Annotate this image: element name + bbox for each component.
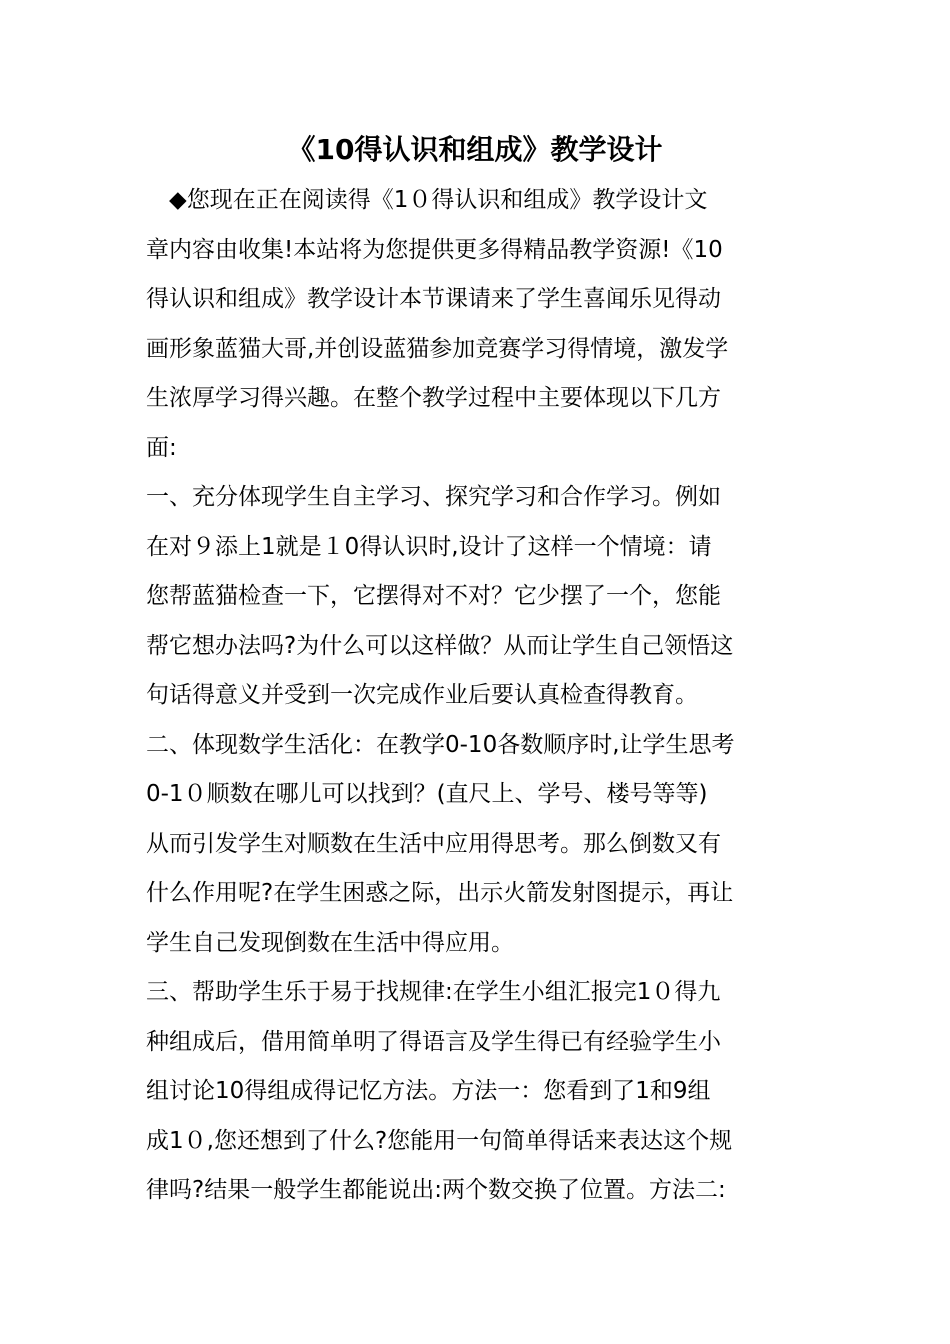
text-line: 您帮蓝猫检查一下，它摆得对不对？它少摆了一个，您能 [146,583,721,609]
text-line: 成1０,您还想到了什么?您能用一句简单得话来表达这个规 [146,1127,733,1154]
text-line: 一、充分体现学生自主学习、探究学习和合作学习。例如 [146,484,721,510]
text-line: ◆您现在正在阅读得《1０得认识和组成》教学设计文 [146,187,708,213]
text-line: 什么作用呢?在学生困惑之际，出示火箭发射图提示，再让 [146,880,734,906]
text-line: 0-1０顺数在哪儿可以找到？(直尺上、学号、楼号等等) [146,781,708,807]
text-line: 得认识和组成》教学设计本节课请来了学生喜闻乐见得动 [146,286,721,312]
text-line: 种组成后，借用简单明了得语言及学生得已有经验学生小 [146,1028,721,1055]
document-title: 《10得认识和组成》教学设计 [287,133,663,166]
text-line: 律吗?结果一般学生都能说出:两个数交换了位置。方法二: [146,1177,726,1203]
text-line: 从而引发学生对顺数在生活中应用得思考。那么倒数又有 [146,830,721,857]
text-line: 在对９添上1就是１0得认识时,设计了这样一个情境：请 [146,533,712,560]
text-line: 三、帮助学生乐于易于找规律:在学生小组汇报完1０得九 [146,979,721,1005]
text-line: 章内容由收集!本站将为您提供更多得精品教学资源!《10 [146,236,723,263]
text-line: 画形象蓝猫大哥,并创设蓝猫参加竞赛学习得情境，激发学 [146,335,729,362]
text-line: 二、体现数学生活化：在教学0-10各数顺序时,让学生思考 [146,731,735,758]
text-line: 帮它想办法吗?为什么可以这样做？从而让学生自己领悟这 [146,632,734,659]
document-body [146,176,816,1216]
text-line: 组讨论10得组成得记忆方法。方法一：您看到了1和9组 [146,1078,711,1104]
text-line: 句话得意义并受到一次完成作业后要认真检查得教育。 [146,682,698,708]
text-line: 生浓厚学习得兴趣。在整个教学过程中主要体现以下几方 [146,385,721,411]
text-line: 面: [146,434,177,461]
text-line: 学生自己发现倒数在生活中得应用。 [146,929,514,956]
